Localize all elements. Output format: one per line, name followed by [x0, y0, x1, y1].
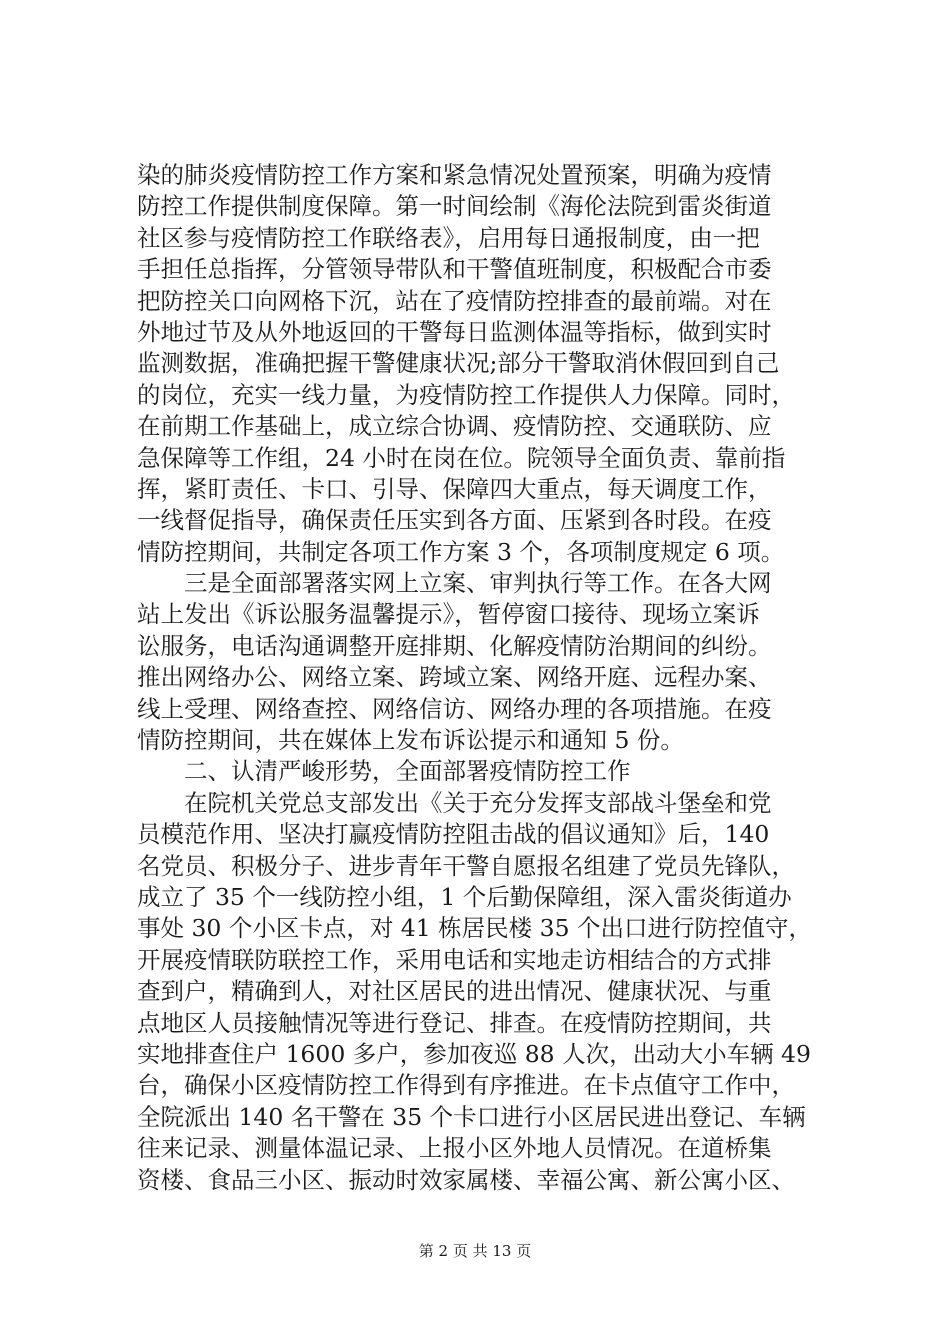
text-line: 的岗位，充实一线力量，为疫情防控工作提供人力保障。同时， — [137, 380, 795, 409]
text-line: 染的肺炎疫情防控工作方案和紧急情况处置预案，明确为疫情 — [137, 161, 772, 189]
text-line: 社区参与疫情防控工作联络表》，启用每日通报制度，由一把 — [137, 223, 760, 252]
document-body — [137, 160, 827, 1196]
text-line: 三是全面部署落实网上立案、审判执行等工作。在各大网 — [137, 569, 772, 598]
text-line: 成立了 35 个一线防控小组，1 个后勤保障组，深入雷炎街道办 — [137, 882, 792, 911]
text-line: 开展疫情联防联控工作，采用电话和实地走访相结合的方式排 — [137, 945, 772, 974]
text-line: 全院派出 140 名干警在 35 个卡口进行小区居民进出登记、车辆 — [137, 1102, 806, 1131]
text-line: 一线督促指导，确保责任压实到各方面、压紧到各时段。在疫 — [137, 506, 772, 535]
text-line: 讼服务，电话沟通调整开庭排期、化解疫情防治期间的纠纷。 — [137, 631, 772, 660]
text-line: 站上发出《诉讼服务温馨提示》，暂停窗口接待、现场立案诉 — [137, 600, 760, 629]
section-heading: 二、认清严峻形势，全面部署疫情防控工作 — [137, 757, 631, 786]
text-line: 往来记录、测量体温记录、上报小区外地人员情况。在道桥集 — [137, 1134, 772, 1163]
text-line: 台，确保小区疫情防控工作得到有序推进。在卡点值守工作中， — [137, 1071, 795, 1100]
text-line: 外地过节及从外地返回的干警每日监测体温等指标，做到实时 — [137, 317, 772, 346]
text-line: 名党员、积极分子、进步青年干警自愿报名组建了党员先锋队， — [137, 851, 795, 880]
text-line: 挥，紧盯责任、卡口、引导、保障四大重点，每天调度工作， — [137, 474, 772, 503]
text-line: 急保障等工作组，24 小时在岗在位。院领导全面负责、靠前指 — [137, 443, 786, 472]
text-line: 员模范作用、坚决打赢疫情防控阻击战的倡议通知》后，140 — [137, 820, 770, 849]
text-line: 点地区人员接触情况等进行登记、排查。在疫情防控期间，共 — [137, 1008, 772, 1037]
text-line: 查到户，精确到人，对社区居民的进出情况、健康状况、与重 — [137, 977, 772, 1006]
text-line: 推出网络办公、网络立案、跨域立案、网络开庭、远程办案、 — [137, 663, 772, 692]
text-line: 实地排查住户 1600 多户，参加夜巡 88 人次，出动大小车辆 49 — [137, 1039, 811, 1068]
text-line: 情防控期间，共在媒体上发布诉讼提示和通知 5 份。 — [137, 726, 684, 755]
text-line: 把防控关口向网格下沉，站在了疫情防控排查的最前端。对在 — [137, 286, 772, 315]
text-line: 事处 30 个小区卡点，对 41 栋居民楼 35 个出口进行防控值守， — [137, 914, 813, 943]
page-number-footer: 第 2 页 共 13 页 — [418, 1242, 532, 1260]
text-line: 在院机关党总支部发出《关于充分发挥支部战斗堡垒和党 — [137, 788, 772, 817]
text-line: 手担任总指挥，分管领导带队和干警值班制度，积极配合市委 — [137, 255, 772, 284]
text-line: 情防控期间，共制定各项工作方案 3 个，各项制度规定 6 项。 — [137, 537, 785, 566]
text-line: 在前期工作基础上，成立综合协调、疫情防控、交通联防、应 — [137, 412, 772, 441]
text-line: 监测数据，准确把握干警健康状况;部分干警取消休假回到自己 — [137, 349, 780, 378]
text-line: 防控工作提供制度保障。第一时间绘制《海伦法院到雷炎街道 — [137, 192, 772, 221]
text-line: 资楼、食品三小区、振动时效家属楼、幸福公寓、新公寓小区、 — [137, 1165, 795, 1194]
text-line: 线上受理、网络查控、网络信访、网络办理的各项措施。在疫 — [137, 694, 772, 723]
